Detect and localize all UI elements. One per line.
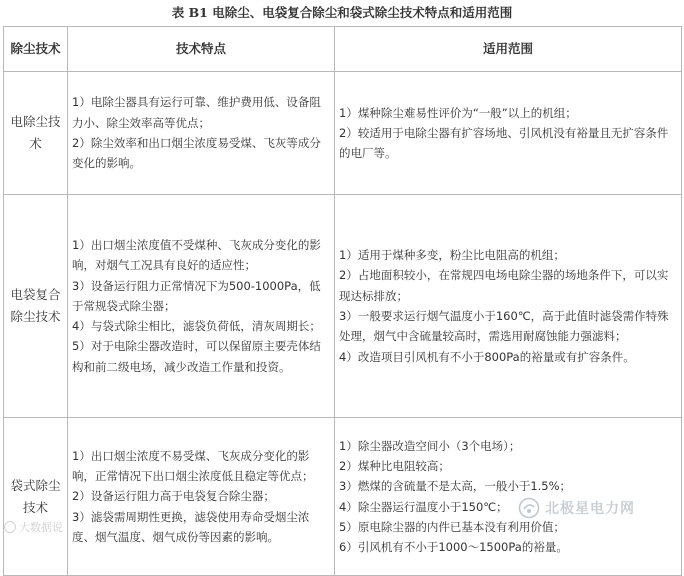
- watermark-right: [518, 497, 635, 519]
- cell-features: [68, 418, 335, 576]
- feature-item: 1）电除尘器具有运行可靠、维护费用低、设备阻力小、除尘效率高等优点；: [72, 95, 321, 130]
- table-title: 表 B1 电除尘、电袋复合除尘和袋式除尘技术特点和适用范围: [171, 5, 513, 20]
- scope-item: 1）煤种除尘难易性评价为“一般”以上的机组；: [339, 105, 577, 120]
- watermark-left: [4, 519, 63, 535]
- cell-scope: [335, 195, 682, 418]
- feature-item: 2）除尘效率和出口烟尘浓度易受煤、飞灰等成分变化的影响。: [72, 136, 321, 171]
- table-row: [4, 195, 682, 418]
- scope-item: 5）原电除尘器的内件已基本没有利用价值；: [339, 519, 565, 534]
- scope-item: 3）燃煤的含硫量不是太高，一般小于1.5%；: [339, 479, 572, 494]
- table-row: [4, 72, 682, 195]
- comparison-table: [3, 26, 682, 576]
- feature-item: 3）设备运行阻力正常情况下为500-1000Pa，低于常规袋式除尘器；: [72, 278, 321, 313]
- scope-item: 4）除尘器运行温度小于150℃；: [339, 499, 508, 514]
- scope-item: 6）引风机有不小于1000～1500Pa的裕量。: [339, 540, 568, 555]
- wechat-icon: [4, 521, 16, 533]
- feature-item: 4）与袋式除尘相比，滤袋负荷低，清灰周期长；: [72, 319, 321, 334]
- feature-item: 1）出口烟尘浓度不易受煤、飞灰成分变化的影响，正常情况下出口烟尘浓度低且稳定等优点；: [72, 448, 314, 484]
- cell-kind: 袋式除尘技术: [4, 418, 68, 576]
- cell-scope: [335, 72, 682, 195]
- cell-kind: 电除尘技术: [4, 72, 68, 195]
- cell-kind: 电袋复合除尘技术: [4, 195, 68, 418]
- scope-item: 2）煤种比电阻较高；: [339, 458, 450, 473]
- scope-item: 1）适用于煤种多变，粉尘比电阻高的机组；: [339, 248, 565, 263]
- table-header-row: [4, 27, 682, 72]
- scope-item: 2）占地面积较小，在常规四电场电除尘器的场地条件下，可以实现达标排放；: [339, 268, 669, 303]
- feature-item: 1）出口烟尘浓度值不受煤种、飞灰成分变化的影响，对烟气工况具有良好的适应性；: [72, 237, 321, 273]
- cell-features: [68, 72, 335, 195]
- feature-item: 2）设备运行阻力高于电袋复合除尘器；: [72, 489, 275, 504]
- header-scope: 适用范围: [335, 27, 682, 72]
- scope-item: 1）除尘器改造空间小（3个电场）；: [339, 438, 521, 453]
- scope-item: 4）改造项目引风机有不小于800Pa的裕量或有扩容条件。: [339, 349, 635, 364]
- feature-item: 3）滤袋需周期性更换，滤袋使用寿命受烟尘浓度、烟气温度、烟气成份等因素的影响。: [72, 509, 310, 544]
- scope-item: 3）一般要求运行烟气温度小于160℃，高于此值时滤袋需作特殊处理，烟气中含硫量较高时，需选用耐腐蚀能力强滤料；: [339, 309, 669, 344]
- cell-features: [68, 195, 335, 418]
- scope-item: 2）较适用于电除尘器有扩容场地、引风机没有裕量且无扩容条件的电厂等。: [339, 125, 669, 161]
- power-network-logo-icon: [518, 497, 540, 519]
- header-kind: 除尘技术: [4, 27, 68, 72]
- watermark-right-text: 北极星电力网: [545, 501, 635, 517]
- feature-item: 5）对于电除尘器改造时，可以保留原主要壳体结构和前二级电场，减少改造工作量和投资。: [72, 339, 321, 374]
- watermark-left-text: 大数据说: [19, 521, 63, 534]
- header-features: 技术特点: [68, 27, 335, 72]
